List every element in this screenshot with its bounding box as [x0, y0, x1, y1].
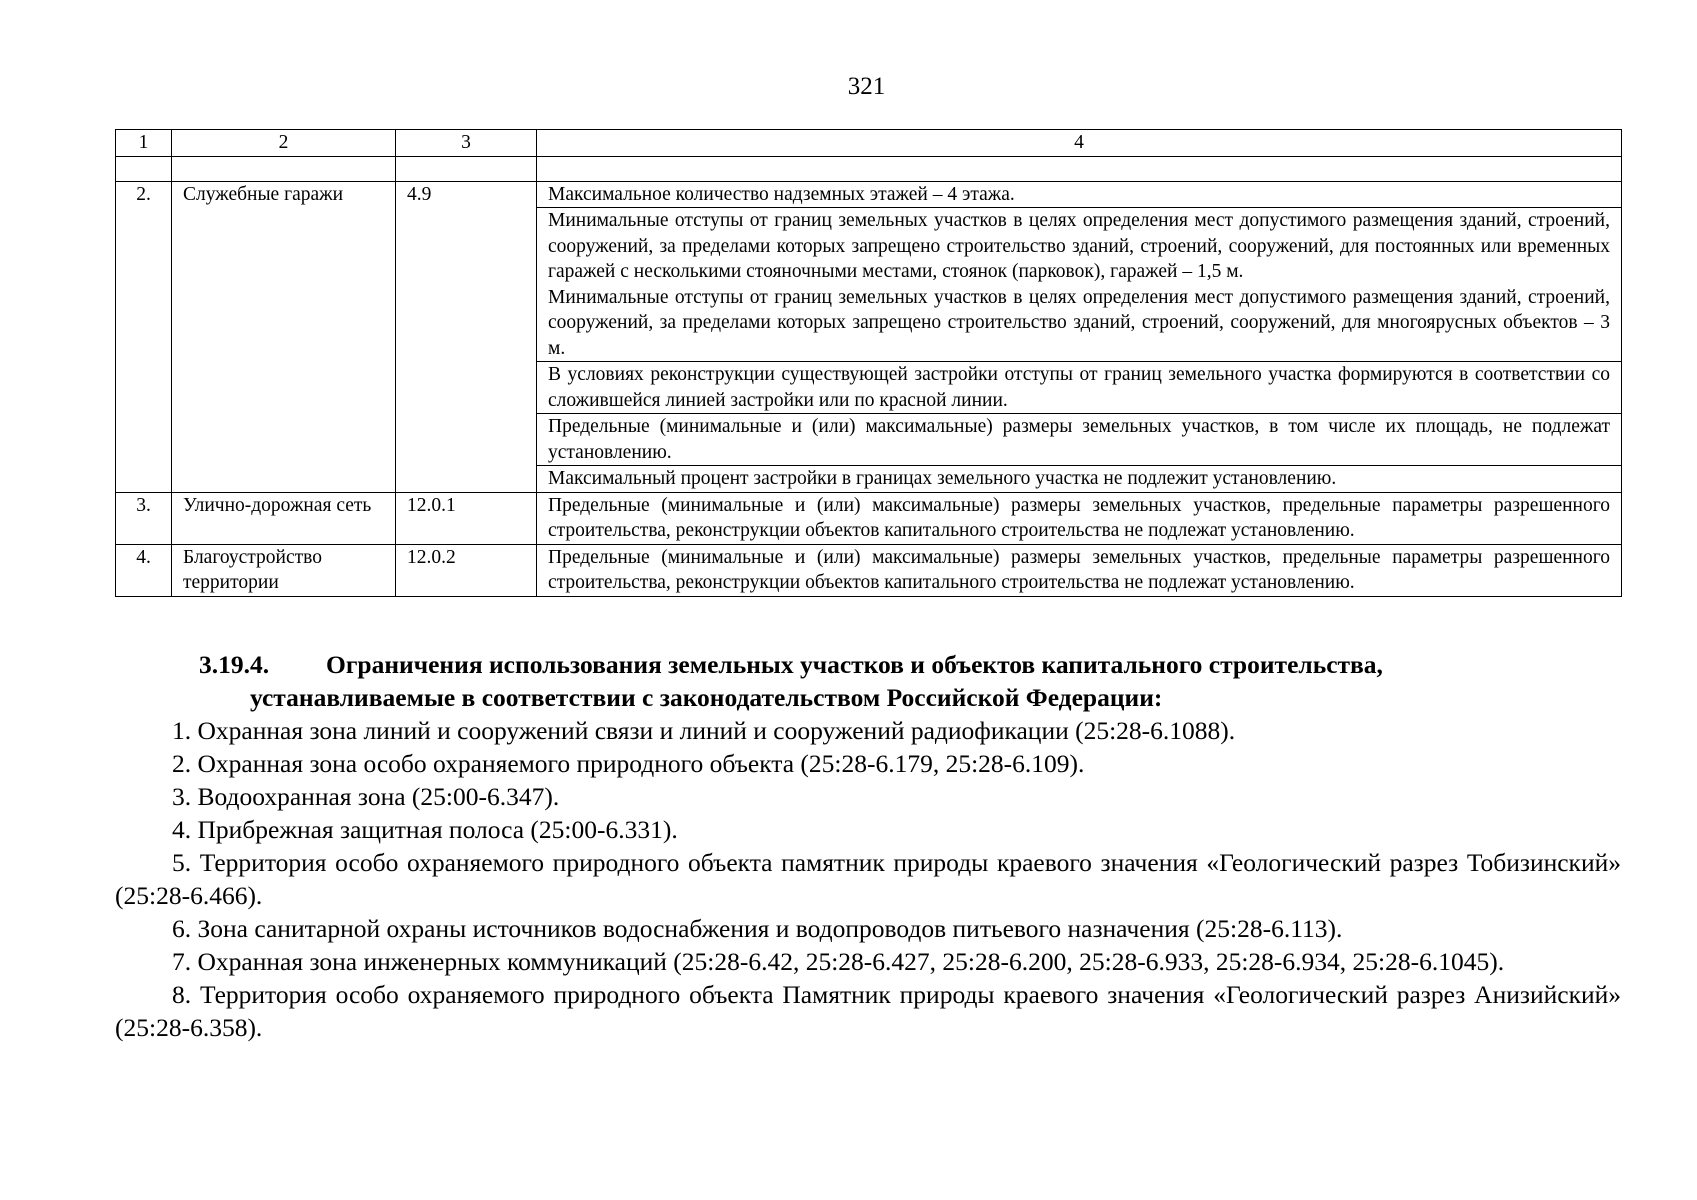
- list-item: 1. Охранная зона линий и сооружений связи и линий и сооружений радиофикации (25:28-6.1088).: [172, 716, 1236, 745]
- list-item: 7. Охранная зона инженерных коммуникаций (25:28-6.42, 25:28-6.427, 25:28-6.200, 25:28-6.933, 25:28-6.934, 25:28-6.1045).: [172, 947, 1505, 976]
- list-item: 3. Водоохранная зона (25:00-6.347).: [172, 782, 560, 811]
- table-header-cell: 2: [172, 130, 396, 157]
- table-empty-row: [116, 156, 1622, 181]
- row-param: Максимальное количество надземных этажей – 4 этажа.: [537, 181, 1622, 208]
- list-item: 2. Охранная зона особо охраняемого природного объекта (25:28-6.179, 25:28-6.109).: [172, 749, 1085, 778]
- row-code: 12.0.2: [396, 544, 537, 596]
- row-param: Предельные (минимальные и (или) максимальные) размеры земельных участков, предельные параметры разрешенного строительства, реконструкции объектов капитального строительства не подлежат установлению.: [537, 544, 1622, 596]
- row-number: 3.: [116, 492, 172, 544]
- restrictions-section: [115, 648, 1621, 1044]
- table-header-row: [116, 130, 1622, 157]
- section-title-line2: устанавливаемые в соответствии с законодательством Российской Федерации:: [250, 683, 1163, 712]
- table-row: [116, 544, 1622, 596]
- row-param: Предельные (минимальные и (или) максимальные) размеры земельных участков, в том числе их площадь, не подлежат установлению.: [537, 414, 1622, 466]
- row-param: В условиях реконструкции существующей застройки отступы от границ земельного участка формируются в соответствии со сложившейся линией застройки или по красной линии.: [537, 362, 1622, 414]
- row-param-setbacks: [537, 208, 1622, 362]
- row-name: Улично-дорожная сеть: [172, 492, 396, 544]
- list-item: 8. Территория особо охраняемого природного объекта Памятник природы краевого значения «Геологический разрез Анизийский» (25:28-6.358).: [115, 980, 1621, 1042]
- table-row: [116, 492, 1622, 544]
- row-name: Служебные гаражи: [172, 181, 396, 492]
- section-title-line1: Ограничения использования земельных участков и объектов капитального строительства,: [326, 650, 1383, 679]
- row-number: 4.: [116, 544, 172, 596]
- row-param: Минимальные отступы от границ земельных участков в целях определения мест допустимого размещения зданий, строений, сооружений, за пределами которых запрещено строительство зданий, строений, сооружений, для постоянных или временных гаражей с несколькими стояночными местами, стоянок (парковок), гаражей – 1,5 м.: [548, 210, 1610, 282]
- row-param: Предельные (минимальные и (или) максимальные) размеры земельных участков, предельные параметры разрешенного строительства, реконструкции объектов капитального строительства не подлежат установлению.: [537, 492, 1622, 544]
- regulations-table: [115, 129, 1622, 597]
- row-param: Максимальный процент застройки в границах земельного участка не подлежит установлению.: [537, 466, 1622, 493]
- page-number: 321: [847, 73, 886, 100]
- list-item: 6. Зона санитарной охраны источников водоснабжения и водопроводов питьевого назначения (25:28-6.113).: [172, 914, 1343, 943]
- list-item: 5. Территория особо охраняемого природного объекта памятник природы краевого значения «Геологический разрез Тобизинский» (25:28-6.466).: [115, 848, 1621, 910]
- section-heading: [115, 648, 1621, 714]
- row-param: Минимальные отступы от границ земельных участков в целях определения мест допустимого размещения зданий, строений, сооружений, за пределами которых запрещено строительство зданий, строений, сооружений, для многоярусных объектов – 3 м.: [548, 286, 1610, 359]
- table-header-cell: 1: [116, 130, 172, 157]
- table-header-cell: 3: [396, 130, 537, 157]
- list-item: 4. Прибрежная защитная полоса (25:00-6.331).: [172, 815, 678, 844]
- row-number: 2.: [116, 181, 172, 492]
- row-code: 12.0.1: [396, 492, 537, 544]
- row-code: 4.9: [396, 181, 537, 492]
- table-header-cell: 4: [537, 130, 1622, 157]
- section-number: 3.19.4.: [199, 650, 270, 679]
- row-name: Благоустройство территории: [172, 544, 396, 596]
- table-row: [116, 181, 1622, 208]
